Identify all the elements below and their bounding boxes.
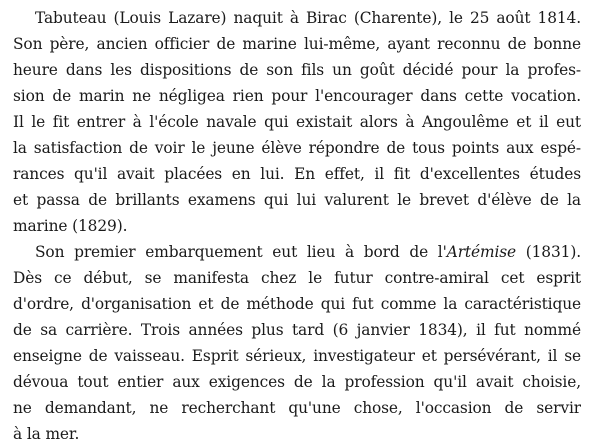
paragraph-2 <box>13 239 581 447</box>
text-line: enseigne de vaisseau. Esprit sérieux, investigateur et persévérant, il se <box>13 347 581 365</box>
paragraph-1 <box>13 5 581 239</box>
text-line: et passa de brillants examens qui lui valurent le brevet d'élève de la <box>13 191 581 209</box>
text-line: la satisfaction de voir le jeune élève répondre de tous points aux espé- <box>13 139 581 157</box>
text-line: marine (1829). <box>13 217 128 235</box>
text-fragment: Son premier embarquement eut lieu à bord de l' <box>35 243 447 261</box>
text-line: de sa carrière. Trois années plus tard (6 janvier 1834), il fut nommé <box>13 321 581 339</box>
text-line: Dès ce début, se manifesta chez le futur contre-amiral cet esprit <box>13 269 581 287</box>
text-line: rances qu'il avait placées en lui. En effet, il fit d'excellentes études <box>13 165 581 183</box>
text-line: à la mer. <box>13 425 80 443</box>
text-line: ne demandant, ne recherchant qu'une chose, l'occasion de servir <box>13 399 581 417</box>
text-line: Tabuteau (Louis Lazare) naquit à Birac (Charente), le 25 août 1814. <box>35 9 581 27</box>
text-line: heure dans les dispositions de son fils un goût décidé pour la profes- <box>13 61 581 79</box>
text-line: dévoua tout entier aux exigences de la profession qu'il avait choisie, <box>13 373 581 391</box>
text-line: d'ordre, d'organisation et de méthode qui fut comme la caractéristique <box>13 295 581 313</box>
text-fragment: (1831). <box>516 243 581 261</box>
text-line <box>13 239 581 265</box>
ship-name: Artémise <box>446 243 517 261</box>
text-line: Son père, ancien officier de marine lui-même, ayant reconnu de bonne <box>13 35 581 53</box>
text-line: sion de marin ne négligea rien pour l'encourager dans cette vocation. <box>13 87 581 105</box>
text-line: Il le fit entrer à l'école navale qui existait alors à Angoulême et il eut <box>13 113 581 131</box>
